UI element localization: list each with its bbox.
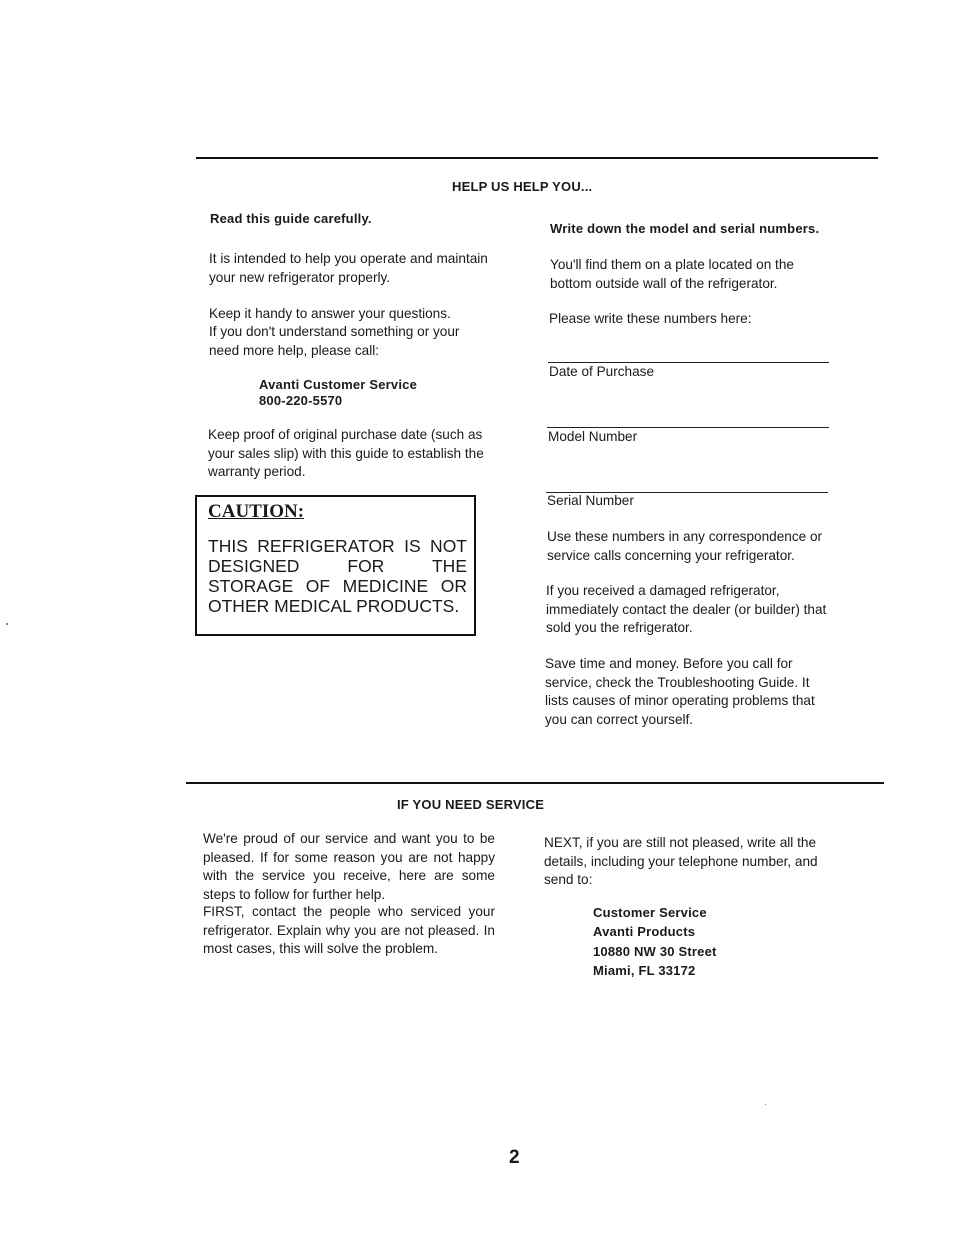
save-time-paragraph: Save time and money. Before you call for service, check the Troubleshooting Guide. It lists causes of minor operating problems that you can correct yourself. bbox=[545, 656, 815, 727]
right-subheading: Write down the model and serial numbers. bbox=[550, 221, 820, 236]
plate-paragraph: You'll find them on a plate located on the bottom outside wall of the refrigerator. bbox=[550, 257, 794, 291]
next-step-paragraph: NEXT, if you are still not pleased, write all the details, including your telephone number, and send to: bbox=[544, 835, 818, 887]
proud-paragraph: We're proud of our service and want you to be pleased. If for some reason you are not happy with the service you receive, here are some steps to follow for further help. bbox=[203, 831, 495, 902]
scan-speck bbox=[765, 1104, 766, 1105]
address-line-4: Miami, FL 33172 bbox=[593, 963, 696, 978]
middle-divider bbox=[186, 782, 884, 784]
caution-text: THIS REFRIGERATOR IS NOT DESIGNED FOR THE STORAGE OF MEDICINE OR OTHER MEDICAL PRODUCTS. bbox=[208, 536, 467, 616]
page-number: 2 bbox=[509, 1147, 520, 1168]
date-of-purchase-label: Date of Purchase bbox=[549, 364, 655, 379]
left-subheading: Read this guide carefully. bbox=[210, 211, 372, 226]
model-number-label: Model Number bbox=[548, 429, 638, 444]
serial-number-label: Serial Number bbox=[547, 493, 634, 508]
caution-box bbox=[195, 495, 476, 636]
address-line-1: Customer Service bbox=[593, 905, 707, 920]
service-heading: IF YOU NEED SERVICE bbox=[397, 797, 545, 812]
use-numbers-paragraph: Use these numbers in any correspondence or service calls concerning your refrigerator. bbox=[547, 529, 823, 563]
caution-title: CAUTION: bbox=[208, 501, 305, 522]
address-line-2: Avanti Products bbox=[593, 924, 696, 939]
service-contact-name: Avanti Customer Service bbox=[259, 377, 418, 392]
keep-handy-paragraph: Keep it handy to answer your questions. bbox=[209, 306, 451, 321]
top-divider bbox=[196, 157, 878, 159]
scan-speck bbox=[6, 623, 8, 625]
intro-paragraph: It is intended to help you operate and maintain your new refrigerator properly. bbox=[209, 251, 488, 285]
proof-paragraph: Keep proof of original purchase date (such as your sales slip) with this guide to establish the warranty period. bbox=[208, 427, 484, 479]
write-numbers-paragraph: Please write these numbers here: bbox=[549, 311, 752, 326]
first-step-paragraph: FIRST, contact the people who serviced your refrigerator. Explain why you are not pleased. In most cases, this will solve the problem. bbox=[203, 904, 495, 956]
call-paragraph: If you don't understand something or your need more help, please call: bbox=[209, 324, 460, 358]
damaged-paragraph: If you received a damaged refrigerator, immediately contact the dealer (or builder) that sold you the refrigerator. bbox=[546, 583, 827, 635]
address-line-3: 10880 NW 30 Street bbox=[593, 944, 717, 959]
help-heading: HELP US HELP YOU... bbox=[452, 179, 593, 194]
service-phone: 800-220-5570 bbox=[259, 393, 343, 408]
